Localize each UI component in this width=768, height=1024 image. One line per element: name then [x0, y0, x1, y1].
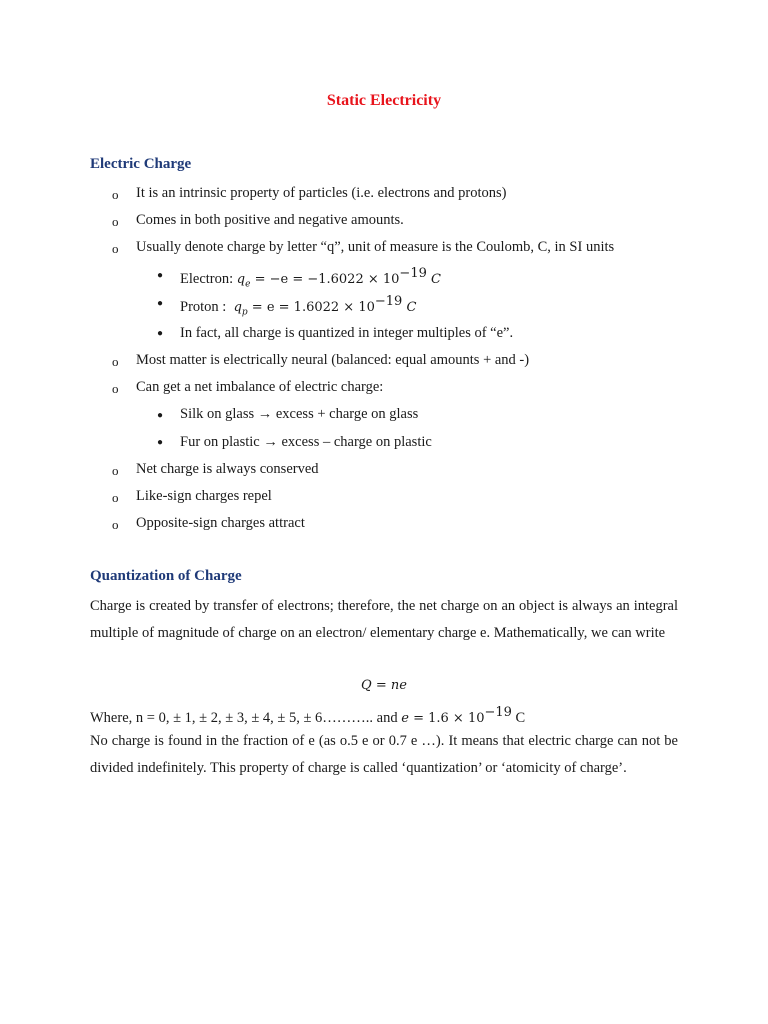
paragraph-quantization: Charge is created by transfer of electrons; therefore, the net charge on an object is always an integral multiple of magnitude of charge on an electron/ elementary charge e. Mathematically, we can write: [90, 598, 678, 641]
bullet-circle-icon: o: [112, 354, 119, 369]
proton-unit: C: [402, 299, 417, 315]
electron-unit: C: [426, 271, 441, 287]
where-e-symbol: e: [401, 710, 409, 726]
bullet-dot-icon: ●: [157, 328, 164, 339]
list-item: Comes in both positive and negative amounts.: [136, 212, 404, 228]
equation-q-ne: [0, 678, 768, 694]
list-item: Silk on glass → excess + charge on glass: [180, 406, 419, 422]
bullet-circle-icon: o: [112, 463, 119, 478]
list-item: Net charge is always conserved: [136, 461, 319, 477]
bullet-circle-icon: o: [112, 490, 119, 505]
electron-subscript: e: [245, 279, 251, 290]
where-line: [90, 705, 525, 727]
proton-symbol: q: [233, 299, 242, 315]
bullet-circle-icon: o: [112, 214, 119, 229]
where-text: Where, n = 0, ± 1, ± 2, ± 3, ± 4, ± 5, ± 6……….. and: [90, 709, 402, 726]
list-item: It is an intrinsic property of particles (i.e. electrons and protons): [136, 185, 507, 201]
electron-charge-line: [180, 266, 441, 290]
paragraph-atomicity: No charge is found in the fraction of e (as o.5 e or 0.7 e …). It means that electric charge can not be divided indefinitely. This property of charge is called ‘quantization’ or ‘atomicity of charge’.: [90, 733, 678, 776]
list-item: Usually denote charge by letter “q”, unit of measure is the Coulomb, C, in SI units: [136, 239, 615, 255]
proton-charge-line: [180, 294, 416, 318]
document-title: Static Electricity: [326, 92, 442, 109]
proton-label: Proton :: [180, 298, 227, 315]
bullet-circle-icon: o: [112, 241, 119, 256]
electron-symbol: q: [236, 271, 246, 287]
heading-electric-charge: Electric Charge: [90, 156, 192, 172]
electron-equation: = −e = −1.6022 × 10: [250, 271, 400, 287]
electron-label: Electron:: [180, 270, 234, 287]
equation-text: Q = ne: [361, 678, 407, 693]
bullet-dot-icon: ●: [157, 270, 164, 281]
list-item: Can get a net imbalance of electric charge:: [136, 379, 384, 395]
list-item: In fact, all charge is quantized in integer multiples of “e”.: [180, 325, 514, 341]
bullet-circle-icon: o: [112, 381, 119, 396]
where-equation: = 1.6 × 10: [408, 710, 485, 726]
bullet-circle-icon: o: [112, 517, 119, 532]
where-unit: C: [511, 709, 526, 726]
heading-quantization: Quantization of Charge: [90, 568, 242, 584]
where-exponent: −19: [484, 705, 512, 720]
bullet-dot-icon: ●: [157, 437, 164, 448]
electron-exponent: −19: [399, 266, 427, 281]
list-item: Most matter is electrically neural (balanced: equal amounts + and -): [136, 352, 530, 368]
bullet-dot-icon: ●: [157, 298, 164, 309]
bullet-dot-icon: ●: [157, 410, 164, 421]
proton-subscript: p: [241, 307, 248, 318]
proton-exponent: −19: [374, 294, 403, 309]
proton-equation: = e = 1.6022 × 10: [247, 299, 375, 315]
list-item: Fur on plastic → excess – charge on plastic: [180, 434, 432, 450]
bullet-circle-icon: o: [112, 187, 119, 202]
list-item: Opposite-sign charges attract: [136, 515, 305, 531]
list-item: Like-sign charges repel: [136, 488, 272, 504]
